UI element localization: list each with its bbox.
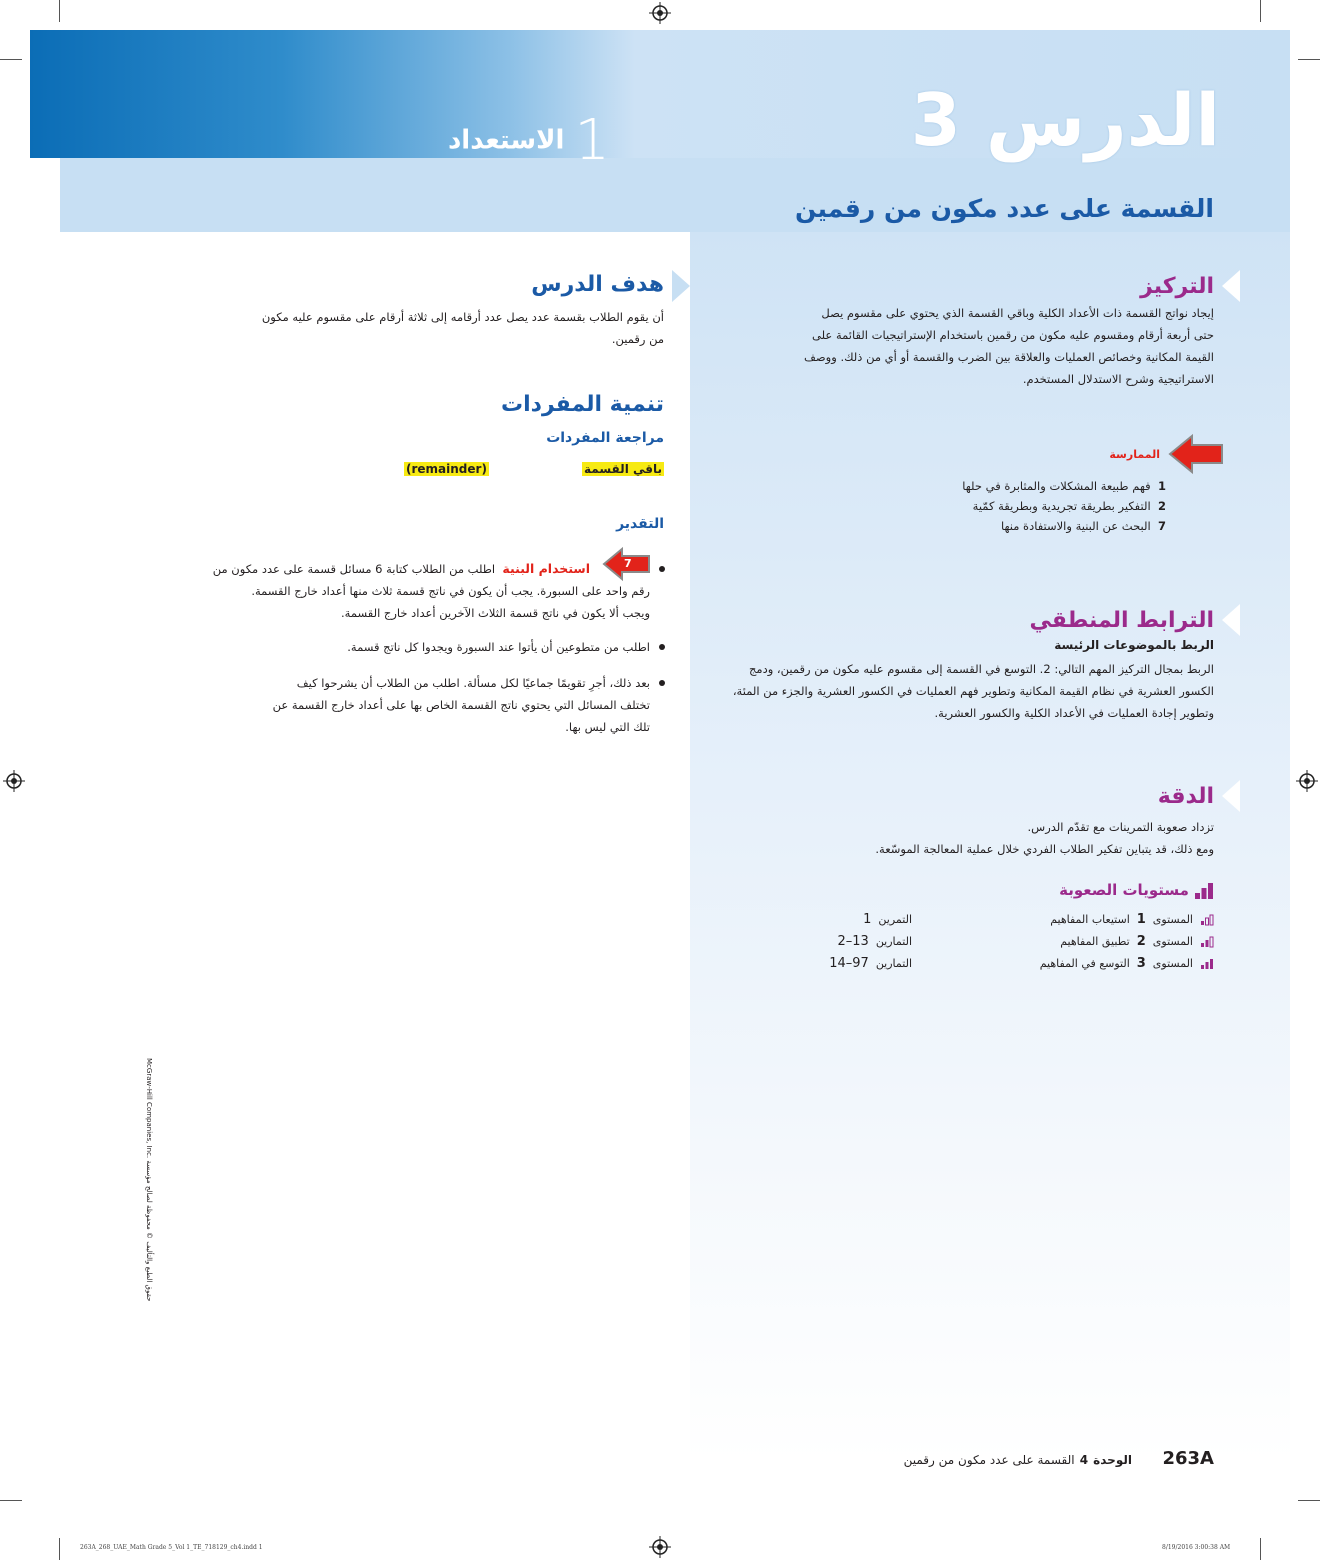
- objective-line: أن يقوم الطلاب بقسمة عدد يصل عدد أرقامه إلى ثلاثة أرقام على مقسوم عليه مكون: [261, 310, 664, 324]
- rigor-title: الدقة: [1157, 784, 1214, 809]
- crop-mark: [0, 59, 22, 60]
- level-2-icon: [1200, 936, 1214, 948]
- unit-word: الوحدة: [1093, 1453, 1132, 1467]
- practice-badge-number: 7: [624, 557, 632, 570]
- page-footer: [904, 1448, 1214, 1469]
- rigor-text: [734, 816, 1214, 860]
- registration-mark-icon: [3, 770, 25, 792]
- difficulty-row: المستوى 3 التوسع في المفاهيم: [1040, 956, 1214, 971]
- assessment-lead: استخدام البنية: [502, 561, 590, 576]
- file-timestamp: 8/19/2016 3:00:38 AM: [1162, 1544, 1231, 1551]
- section-marker-icon: [1222, 604, 1240, 636]
- crop-mark: [1298, 59, 1320, 60]
- lesson-title: الدرس 3: [910, 78, 1220, 162]
- practice-item: 7 البحث عن البنية والاستفادة منها: [1000, 519, 1166, 533]
- focus-line: حتى أربعة أرقام ومقسوم عليه مكون من رقمين باستخدام الإستراتيجيات القائمة على: [812, 328, 1214, 342]
- crop-mark: [1260, 1538, 1261, 1560]
- level-1-icon: [1200, 914, 1214, 926]
- bullet-icon: [659, 566, 665, 572]
- registration-mark-icon: [1296, 770, 1318, 792]
- objective-title: هدف الدرس: [531, 272, 664, 297]
- focus-line: الاستراتيجية وشرح الاستدلال المستخدم.: [1022, 372, 1214, 386]
- difficulty-exercises: التمرين 1: [863, 912, 912, 927]
- focus-text: [774, 302, 1214, 390]
- difficulty-row: المستوى 1 استيعاب المفاهيم: [1050, 912, 1214, 927]
- objective-text: [184, 306, 664, 350]
- focus-title: التركيز: [1140, 274, 1214, 299]
- coherence-text: [714, 658, 1214, 724]
- lesson-subtitle: القسمة على عدد مكون من رقمين: [795, 194, 1214, 223]
- rigor-line: ومع ذلك، قد يتباين تفكير الطلاب الفردي خلال عملية المعالجة الموسّعة.: [875, 842, 1214, 856]
- coherence-line: وتطوير إجادة العمليات في الأعداد الكلية والكسور العشرية.: [934, 706, 1214, 720]
- file-slug: 263A_268_UAE_Math Grade 5_Vol 1_TE_718129_ch4.indd 1: [80, 1544, 263, 1551]
- difficulty-row: المستوى 2 تطبيق المفاهيم: [1060, 934, 1214, 949]
- crop-mark: [1298, 1500, 1320, 1501]
- copyright-credit: McGraw-Hill Companies, Inc. حقوق الطبع والتأليف © محفوظة لصالح مؤسسة: [145, 1058, 153, 1302]
- coherence-line: الكسور العشرية في نظام القيمة المكانية وتطوير فهم العمليات في الكسور العشرية والجزء من المئة،: [732, 684, 1214, 698]
- section-notch: [672, 270, 690, 302]
- difficulty-title: مستويات الصعوبة: [1059, 881, 1189, 899]
- crop-mark: [59, 0, 60, 22]
- difficulty-exercises: التمارين 13–2: [837, 934, 912, 949]
- page-number: 263A: [1162, 1448, 1214, 1469]
- difficulty-exercises: التمارين 97–14: [829, 956, 912, 971]
- level-3-icon: [1200, 958, 1214, 970]
- unit-number: 4: [1079, 1453, 1089, 1467]
- registration-mark-icon: [649, 2, 671, 24]
- objective-line: من رقمين.: [611, 332, 664, 346]
- coherence-subtitle: الربط بالموضوعات الرئيسة: [1054, 638, 1214, 652]
- practice-arrow-icon: [1168, 432, 1224, 476]
- difficulty-table: [700, 912, 1214, 982]
- coherence-line: الربط بمجال التركيز المهم التالي: 2. التوسع في القسمة إلى مقسوم عليه مكون من رقمين، ودمج: [749, 662, 1214, 676]
- assessment-bullet-1-line-1: استخدام البنية اطلب من الطلاب كتابة 6 مسائل قسمة على عدد مكون من: [212, 561, 590, 576]
- registration-mark-icon: [649, 1536, 671, 1558]
- assessment-title: التقدير: [616, 516, 664, 532]
- assessment-bullet-2: اطلب من متطوعين أن يأتوا عند السبورة ويجدوا كل ناتج قسمة.: [347, 640, 650, 654]
- practice-label: الممارسة: [1109, 448, 1160, 461]
- section-marker-icon: [1222, 780, 1240, 812]
- prep-number: 1: [574, 108, 610, 173]
- crop-mark: [0, 1500, 22, 1501]
- focus-line: إيجاد نواتج القسمة ذات الأعداد الكلية وباقي القسمة الذي يحتوي على مقسوم يصل: [821, 306, 1214, 320]
- practice-item: 2 التفكير بطريقة تجريدية وبطريقة كمّية: [972, 499, 1166, 513]
- assessment-bullet-3: بعد ذلك، أجرِ تقويمًا جماعيًا لكل مسألة. اطلب من الطلاب أن يشرحوا كيف تختلف المسائل التي يحتوي ناتج القسمة الخاص بها على أعداد خارج القسمة عن تلك التي ليس بها.: [272, 676, 650, 734]
- crop-mark: [1260, 0, 1261, 22]
- unit-title: القسمة على عدد مكون من رقمين: [903, 1453, 1075, 1467]
- practice-item: 1 فهم طبيعة المشكلات والمثابرة في حلها: [962, 479, 1166, 493]
- focus-line: القيمة المكانية وخصائص العمليات والعلاقة بين الضرب والقسمة أو أي من ذلك. ووصف: [804, 350, 1214, 364]
- prep-label: [448, 108, 610, 173]
- prep-word: الاستعداد: [447, 125, 565, 156]
- bullet-icon: [659, 644, 665, 650]
- assessment-bullet-1-rest: رقم واحد على السبورة. يجب أن يكون في ناتج قسمة ثلاث منها أعداد خارج القسمة. ويجب ألا يكون في ناتج قسمة الثلاث الآخرين أعداد خارج القسمة.: [251, 584, 650, 620]
- vocab-term: باقي القسمة: [584, 462, 662, 476]
- vocab-review-title: مراجعة المفردات: [546, 430, 664, 446]
- coherence-title: الترابط المنطقي: [1029, 608, 1214, 633]
- vocab-term-en: (remainder): [406, 462, 487, 476]
- bullet-icon: [659, 680, 665, 686]
- section-marker-icon: [1222, 270, 1240, 302]
- bar-levels-icon: [1194, 882, 1214, 900]
- vocab-title: تنمية المفردات: [501, 392, 664, 417]
- rigor-line: تزداد صعوبة التمرينات مع تقدّم الدرس.: [1027, 820, 1214, 834]
- difficulty-header: [1059, 880, 1214, 900]
- crop-mark: [59, 1538, 60, 1560]
- practice-list: [806, 476, 1166, 536]
